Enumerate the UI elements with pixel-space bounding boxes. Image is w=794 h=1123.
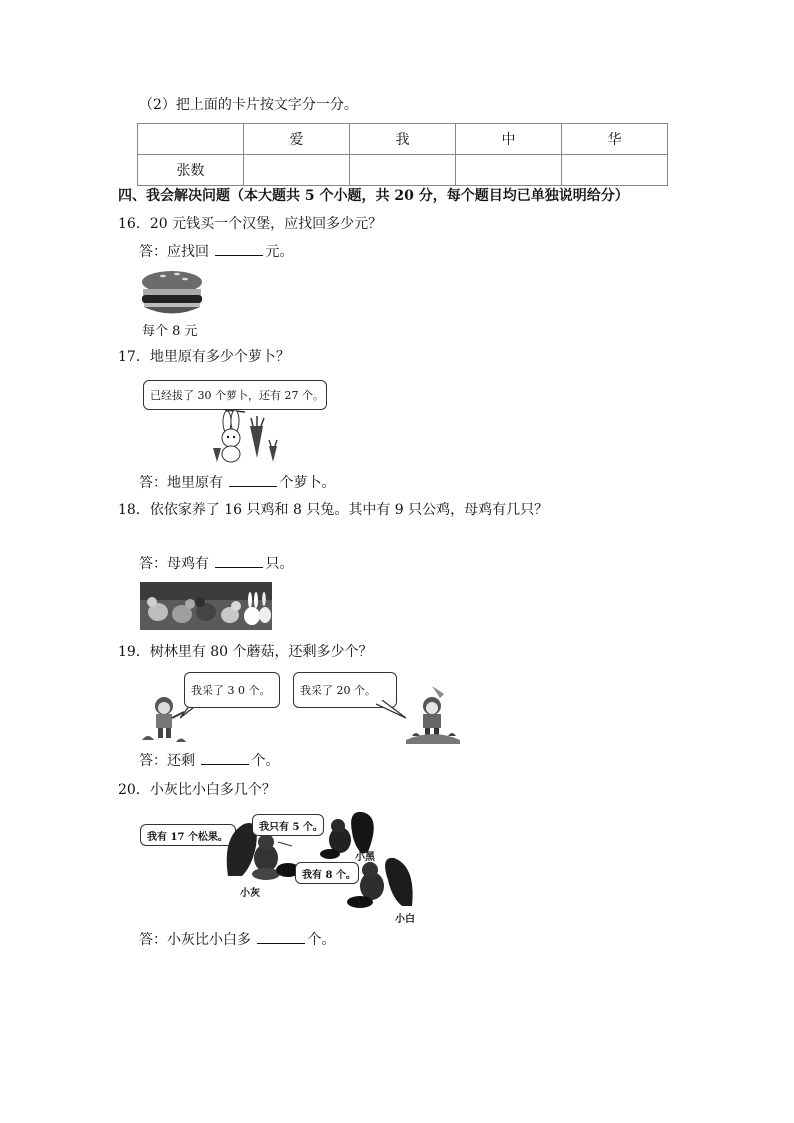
table-header-cell: 爱	[244, 124, 350, 155]
speech-bubble-black: 我只有 5 个。	[252, 814, 324, 836]
question-19: 19．树林里有 80 个蘑菇，还剩多少个？	[118, 644, 373, 660]
hamburger-price-caption: 每个 8 元	[142, 324, 198, 339]
answer-blank[interactable]	[229, 474, 277, 487]
table-header-cell: 华	[562, 124, 668, 155]
speech-bubble: 已经拔了 30 个萝卜，还有 27 个。	[143, 380, 327, 410]
answer-blank[interactable]	[215, 555, 263, 568]
answer-19	[139, 752, 279, 770]
table-row-label: 张数	[138, 155, 244, 186]
speech-bubble-right: 我采了 20 个。	[293, 672, 397, 708]
answer-prefix: 答：地里原有	[139, 475, 223, 491]
answer-suffix: 个萝卜。	[279, 475, 336, 491]
answer-suffix: 元。	[265, 244, 294, 260]
bubble-tail	[376, 700, 406, 720]
speech-bubble-gray: 我有 17 个松果。	[140, 824, 236, 846]
answer-blank[interactable]	[201, 752, 249, 765]
answer-prefix: 答：母鸡有	[139, 556, 209, 572]
part2-instruction: （2）把上面的卡片按文字分一分。	[139, 97, 358, 113]
speech-bubble-white: 我有 8 个。	[295, 862, 359, 884]
table-header-row	[138, 124, 668, 155]
squirrel-name-black: 小黑	[355, 852, 375, 863]
question-18: 18．依依家养了 16 只鸡和 8 只兔。其中有 9 只公鸡，母鸡有几只？	[118, 502, 549, 518]
table-header-cell	[138, 124, 244, 155]
speech-bubble-left: 我采了 3 0 个。	[184, 672, 280, 708]
answer-prefix: 答：应找回	[139, 244, 209, 260]
table-answer-cell[interactable]	[562, 155, 668, 186]
answer-17	[139, 474, 335, 492]
card-count-table	[137, 123, 668, 186]
question-17: 17．地里原有多少个萝卜？	[118, 349, 290, 365]
hamburger-icon	[139, 268, 205, 320]
answer-suffix: 个。	[307, 932, 336, 948]
table-answer-cell[interactable]	[244, 155, 350, 186]
question-20: 20．小灰比小白多几个？	[118, 782, 276, 798]
table-header-cell: 我	[350, 124, 456, 155]
answer-blank[interactable]	[215, 243, 263, 256]
squirrel-name-white: 小白	[395, 914, 415, 925]
answer-suffix: 只。	[265, 556, 294, 572]
squirrel-name-gray: 小灰	[240, 888, 260, 899]
answer-prefix: 答：还剩	[139, 753, 195, 769]
table-answer-cell[interactable]	[350, 155, 456, 186]
table-row	[138, 155, 668, 186]
answer-blank[interactable]	[257, 931, 305, 944]
answer-suffix: 个。	[251, 753, 280, 769]
answer-18	[139, 555, 293, 573]
rabbit-carrots-icon	[205, 408, 285, 464]
table-answer-cell[interactable]	[456, 155, 562, 186]
table-header-cell: 中	[456, 124, 562, 155]
answer-16	[139, 243, 293, 261]
chickens-rabbits-picture	[140, 582, 272, 630]
boy-picking-mushrooms-icon	[404, 684, 462, 744]
answer-20	[139, 931, 335, 949]
answer-prefix: 答：小灰比小白多	[139, 932, 251, 948]
question-16: 16．20 元钱买一个汉堡，应找回多少元？	[118, 216, 383, 232]
section-heading: 四、我会解决问题（本大题共 5 个小题，共 20 分，每个题目均已单独说明给分）	[118, 188, 629, 204]
